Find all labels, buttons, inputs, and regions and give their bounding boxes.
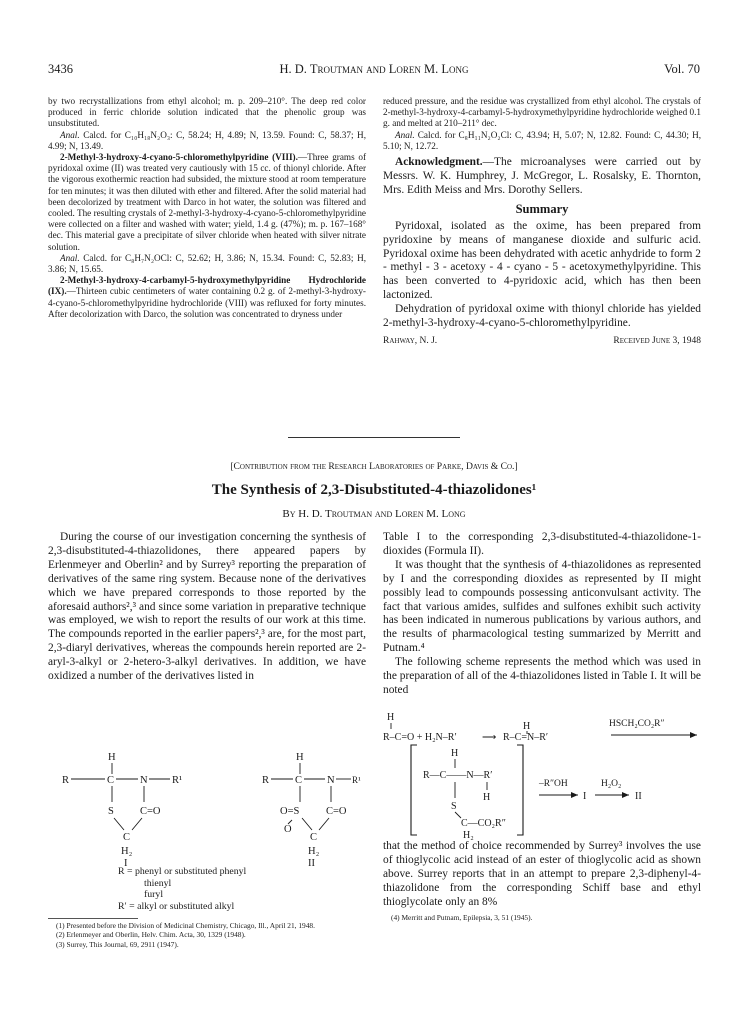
- reagent-label: –R″OH: [539, 779, 568, 789]
- footnotes-left: [48, 921, 366, 949]
- atom-label: R: [262, 775, 270, 786]
- atom-label: H₂: [463, 830, 474, 840]
- atom-label: C=O: [140, 806, 161, 817]
- compound-name: 2-Methyl-3-hydroxy-4-carbamyl-5-hydroxymethylpyridine Hydrochloride (IX).: [48, 275, 366, 297]
- compound-name: 2-Methyl-3-hydroxy-4-cyano-5-chloromethylpyridine (VIII).: [60, 152, 298, 163]
- footnote: (1) Presented before the Division of Medicinal Chemistry, Chicago, Ill., April 21, 1948.: [56, 921, 315, 930]
- footnote: (4) Merritt and Putnam, Epilepsia, 3, 51 (1945).: [391, 913, 533, 922]
- atom-label: R¹: [172, 775, 183, 786]
- footnote-divider: [48, 918, 138, 919]
- article-title: The Synthesis of 2,3-Disubstituted-4-thiazolidones¹: [211, 482, 537, 498]
- right-bracket: [517, 745, 523, 835]
- acknowledgment-label: Acknowledgment.: [395, 156, 483, 169]
- bond: [302, 818, 312, 830]
- acknowledgment-text: —The microanalyses were carried out by Messrs. W. K. Humphrey, J. McGregor, L. Rosalsky, E. Thornton, Mrs. Edith Meiss and Mrs. Dorothy Sellers.: [383, 156, 701, 196]
- atom-label: H: [296, 752, 304, 763]
- summary-paragraph: Pyridoxal, isolated as the oxime, has been prepared from pyridoxine by means of manganese dioxide and sulfuric acid. Pyridoxal oxime has been dehydrated with acetic anhydride to form 2 - methyl - 3 - acetoxy - 4 - cyano - 5 - acetoxymethylpyridine. This has been converted to 4-pyridoxic acid, which has then been lactonized.: [383, 219, 701, 302]
- footnotes-right: [383, 913, 701, 922]
- bond: [114, 818, 124, 830]
- atom-label: N: [327, 775, 335, 786]
- paragraph: that the method of choice recommended by Surrey³ involves the use of thioglycolic acid instead of an ester of thioglycolic acid as shown above. Surrey reports that in an attempt to prepare 2,3-diphenyl-4-thiazolidone from the corresponding Schiff base and ethyl thioglycolate only an 8%: [383, 840, 701, 908]
- acknowledgment-paragraph: [383, 156, 701, 198]
- substituent-legend: [118, 866, 358, 912]
- byline: By H. D. Troutman and Loren M. Long: [282, 508, 466, 520]
- footnote: (3) Surrey, This Journal, 69, 2911 (1947).: [56, 939, 179, 949]
- product-label: II: [635, 791, 642, 802]
- body-right-continued: [383, 840, 701, 910]
- arrow-head: [622, 792, 629, 798]
- atom-label: H₂: [308, 846, 320, 857]
- product-label: I: [583, 791, 587, 802]
- atom-label: N: [140, 775, 148, 786]
- atom-label: H: [387, 712, 395, 723]
- atom-label: H: [483, 792, 491, 803]
- anal-label: Anal.: [60, 129, 80, 140]
- reagent-label: HSCH₂CO₂R″: [609, 719, 665, 729]
- atom-label: S: [108, 806, 114, 817]
- atom-label: H: [451, 748, 459, 759]
- legend-R1-value: alkyl or substituted alkyl: [137, 900, 235, 912]
- atom-label: H: [108, 752, 116, 763]
- anal-label: Anal.: [60, 252, 80, 263]
- legend-R-eq: =: [127, 866, 133, 877]
- anal-text: Calcd. for C₁₀H₁₈N₂O₃: C, 58.24; H, 4.89; N, 13.59. Found: C, 58.37; H, 4.99; N, 13.49.: [48, 129, 366, 151]
- legend-R-value: thienyl: [144, 877, 172, 889]
- bond: [132, 818, 142, 830]
- atom-label: O: [284, 824, 292, 835]
- atom-label: H₂: [121, 846, 133, 857]
- atom-label: C=O: [326, 806, 347, 817]
- left-bracket: [411, 745, 417, 835]
- compound-text: —Thirteen cubic centimeters of water containing 0.2 g. of 2-methyl-3-hydroxy-4-cyano-5-chloromethylpyridine hydrochloride (VIII) was refluxed for forty minutes. After decolorization with Darco, the solution was concentrated to dryness under: [48, 286, 366, 319]
- atom-label: S: [451, 801, 457, 812]
- intermediate-row: R—C——N—R′: [423, 770, 493, 781]
- intermediate-row: C—CO₂R″: [461, 818, 506, 829]
- volume-label: Vol. 70: [664, 62, 700, 76]
- location: Rahway, N. J.: [383, 335, 438, 346]
- section-divider: [288, 437, 460, 438]
- paragraph: reduced pressure, and the residue was crystallized from ethyl alcohol. The crystals of 2-methyl-3-hydroxy-4-carbamyl-5-hydroxymethylpyridine hydrochloride weighed 0.1 g. and melted at 210–211° dec.: [383, 96, 701, 129]
- summary-heading: Summary: [515, 201, 569, 216]
- compound-paragraph: [48, 152, 366, 253]
- reactant-text: R–C=O + H₂N–R′: [383, 732, 457, 743]
- page-header: [48, 62, 700, 80]
- paragraph: Table I to the corresponding 2,3-disubstituted-4-thiazolidone-1-dioxides (Formula II).: [383, 531, 701, 557]
- reaction-arrow: ⟶: [482, 732, 497, 743]
- structure-II: [262, 752, 361, 866]
- analysis-paragraph: [383, 130, 701, 152]
- compound-paragraph: [48, 275, 366, 320]
- legend-R-value: phenyl or substituted phenyl: [134, 866, 247, 877]
- summary-paragraph: Dehydration of pyridoxal oxime with thionyl chloride has yielded 2-methyl-3-hydroxy-4-cyano-5-chloromethylpyridine.: [383, 303, 701, 330]
- page-number: 3436: [48, 62, 73, 76]
- atom-label: C: [295, 775, 303, 786]
- legend-R1-eq: =: [129, 900, 135, 912]
- atom-label: R: [62, 775, 70, 786]
- received-line: [383, 336, 701, 350]
- contribution-line: [Contribution from the Research Laboratories of Parke, Davis & Co.]: [230, 461, 518, 472]
- structure-I: [62, 752, 182, 866]
- atom-label: R¹: [352, 775, 361, 785]
- body-right-column: [383, 531, 701, 698]
- atom-label: C: [310, 832, 318, 843]
- atom-label: O=S: [280, 806, 300, 817]
- arrow-head: [690, 732, 697, 738]
- paragraph: During the course of our investigation concerning the synthesis of 2,3-disubstituted-4-thiazolidones, there appeared papers by Erlenmeyer and Oberlin² and by Surrey³ reporting the preparation of derivatives of the same ring system. Because none of the derivatives which we have prepared corresponds to those reported by the aforesaid authors²,³ and since some variation in preparative technique was employed, we wish to report the results of our work at this time. The compounds reported in the earlier papers²,³ are, for the most part, 2,3-diaryl derivatives, whereas the compounds herein reported are 2-aryl-3-alkyl or 2-hetero-3-alkyl derivatives. In addition, we have oxidized a number of the derivatives listed in: [48, 531, 366, 683]
- body-left-column: [48, 531, 366, 684]
- structure-label: I: [124, 858, 128, 866]
- paragraph: by two recrystallizations from ethyl alcohol; m. p. 209–210°. The deep red color produced in ferric chloride solution indicated that the phenolic group was unsubstituted.: [48, 96, 366, 129]
- analysis-paragraph: [48, 253, 366, 275]
- analysis-paragraph: [48, 130, 366, 152]
- anal-text: Calcd. for C₈H₇N₂OCl: C, 52.62; H, 3.86; N, 15.34. Found: C, 52.83; H, 3.86; N, 15.65.: [48, 252, 366, 275]
- reaction-scheme: [383, 710, 701, 840]
- atom-label: C: [107, 775, 115, 786]
- anal-text: Calcd. for C₈H₁₁N₂O₂Cl: C, 43.94; H, 5.07; N, 12.82. Found: C, 44.30; H, 5.10; N, 12.72.: [383, 129, 701, 151]
- legend-row-R1: [118, 901, 358, 913]
- reagent-label: H₂O₂: [601, 779, 622, 789]
- anal-label: Anal.: [395, 129, 415, 140]
- running-title: H. D. Troutman and Loren M. Long: [279, 62, 469, 76]
- atom-label: C: [123, 832, 131, 843]
- atom-label: H: [523, 721, 531, 732]
- top-left-column: [48, 96, 366, 320]
- arrow-head: [571, 792, 578, 798]
- bond: [319, 818, 329, 830]
- legend-R-label: R: [118, 866, 125, 877]
- compound-text: —Three grams of pyridoxal oxime (II) was treated very cautiously with 15 cc. of thionyl chloride. After the vigorous exothermic reaction had subsided, the mixture stood at room temperature for ten minutes; it was then diluted with ether and filtered. After the solid material had been decolorized by treatment with Darco in hot water, the solution was filtered and cooled. The resulting crystals of 2-methyl-3-hydroxy-4-cyano-5-chloromethylpyridine were collected on a filter and washed with water; yield, 1.4 g. (47%); m. p. 167–168° dec. This material gave a precipitate of silver chloride when heated with silver nitrate solution.: [48, 152, 367, 252]
- legend-R1-label: R′: [118, 900, 127, 912]
- paragraph: The following scheme represents the method which was used in the preparation of all of the 4-thiazolidones listed in Table I. It will be noted: [383, 656, 701, 696]
- schiff-base-text: R–C=N–R′: [503, 732, 549, 743]
- structure-label: II: [308, 858, 315, 866]
- top-right-column: [383, 96, 701, 350]
- legend-R-value: furyl: [144, 889, 164, 901]
- received-date: Received June 3, 1948: [613, 335, 701, 346]
- paragraph: It was thought that the synthesis of 4-thiazolidones as represented by I and the corresponding dioxides as represented by II might possibly lead to compounds possessing anticonvulsant activity. The fact that various amides, sulfides and sulfones exhibit such activity has been indicated in numerous publications by various authors, and the results of pharmacological testing summarized by Merritt and Putnam.⁴: [383, 558, 701, 655]
- legend-row-R: [118, 866, 358, 878]
- footnote: (2) Erlenmeyer and Oberlin, Helv. Chim. Acta, 30, 1329 (1948).: [56, 930, 246, 940]
- structure-diagram: [48, 750, 366, 866]
